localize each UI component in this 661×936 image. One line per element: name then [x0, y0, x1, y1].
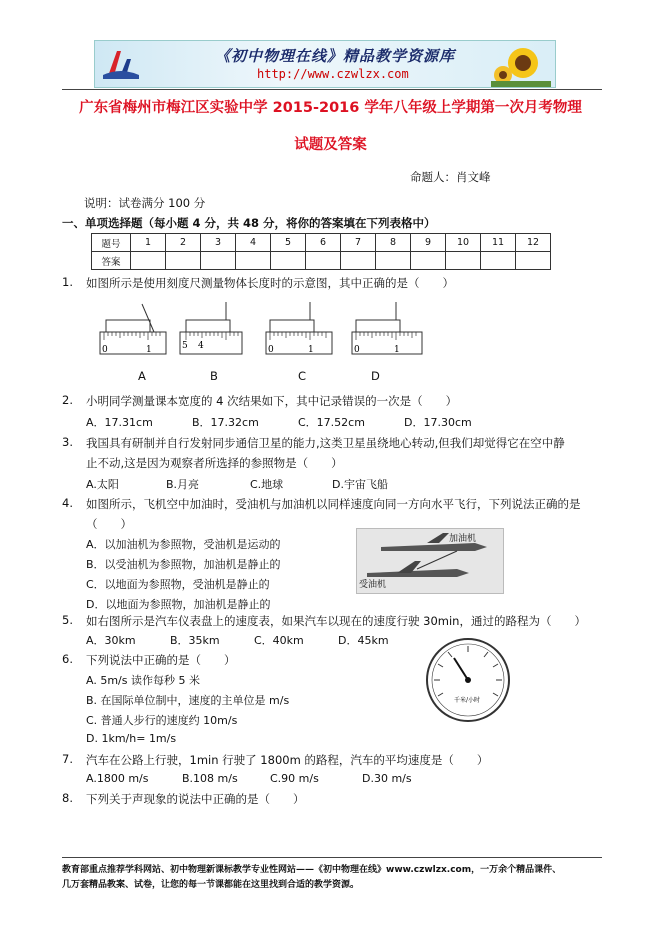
q6-option[interactable]: C. 普通人步行的速度约 10m/s: [86, 714, 238, 727]
q2-option[interactable]: A．17.31cm: [86, 416, 153, 429]
q5-option[interactable]: A．30km: [86, 634, 136, 647]
answer-cell[interactable]: [131, 252, 166, 270]
answer-cell[interactable]: [341, 252, 376, 270]
q5-text: 如右图所示是汽车仪表盘上的速度表，如果汽车以现在的速度行驶 30min，通过的路程为（ ）: [86, 614, 586, 628]
table-cell: 6: [306, 234, 341, 252]
q8-number: 8.: [62, 791, 73, 805]
footer-divider: [62, 857, 602, 858]
q6-option[interactable]: B. 在国际单位制中，速度的主单位是 m/s: [86, 694, 290, 707]
answer-cell[interactable]: [271, 252, 306, 270]
q3-number: 3.: [62, 435, 73, 449]
q5-number: 5.: [62, 613, 73, 627]
footer-line1: 教育部重点推荐学科网站、初中物理新课标教学专业性网站——《初中物理在线》www.czwlzx.com，一万余个精品课件、: [62, 865, 562, 875]
q3-text-cont: 止不动,这是因为观察者所选择的参照物是（ ）: [86, 456, 343, 470]
q6-option[interactable]: A. 5m/s 读作每秒 5 米: [86, 674, 200, 687]
q3-text: 我国具有研制并自行发射同步通信卫星的能力,这类卫星虽绕地心转动,但我们却觉得它在空中静: [86, 436, 565, 450]
ruler-label: 1: [394, 345, 400, 355]
table-cell: 3: [201, 234, 236, 252]
q1-number: 1.: [62, 275, 73, 289]
q4-text: 如图所示，飞机空中加油时，受油机与加油机以同样速度向同一方向水平飞行，下列说法正确的是: [86, 497, 581, 511]
q7-option[interactable]: B.108 m/s: [182, 772, 238, 785]
q4-text-cont: （ ）: [86, 517, 132, 531]
site-logo-icon: [101, 45, 141, 83]
table-cell: 7: [341, 234, 376, 252]
table-cell: 答案: [92, 252, 131, 270]
q7-option[interactable]: A.1800 m/s: [86, 772, 149, 785]
header-banner: [94, 40, 556, 88]
answer-table: [91, 233, 551, 270]
figure-label-d: D: [371, 369, 380, 383]
answer-cell[interactable]: [446, 252, 481, 270]
page-title: 广东省梅州市梅江区实验中学 2015-2016 学年八年级上学期第一次月考物理: [79, 100, 582, 116]
q7-option[interactable]: C.90 m/s: [270, 772, 319, 785]
ruler-a: [100, 304, 166, 355]
gauge-unit: 千米/小时: [454, 697, 481, 704]
q4-number: 4.: [62, 496, 73, 510]
sunflower-icon: [491, 41, 551, 87]
ruler-label: 1: [308, 345, 314, 355]
answer-cell[interactable]: [201, 252, 236, 270]
table-row: [92, 234, 551, 252]
banner-url[interactable]: http://www.czwlzx.com: [257, 67, 409, 81]
table-cell: 10: [446, 234, 481, 252]
ruler-d: [352, 302, 422, 355]
q7-option[interactable]: D.30 m/s: [362, 772, 412, 785]
ruler-label: 4: [198, 341, 204, 351]
receiver-label: 受油机: [359, 580, 387, 590]
q4-option[interactable]: C．以地面为参照物，受油机是静止的: [86, 578, 270, 591]
table-cell: 2: [166, 234, 201, 252]
answer-cell[interactable]: [166, 252, 201, 270]
q1-text: 如图所示是使用刻度尺测量物体长度时的示意图，其中正确的是（ ）: [86, 276, 454, 290]
table-cell: 5: [271, 234, 306, 252]
q4-option[interactable]: B．以受油机为参照物，加油机是静止的: [86, 558, 281, 571]
q6-option[interactable]: D. 1km/h= 1m/s: [86, 732, 177, 745]
tanker-label: 加油机: [449, 534, 477, 544]
answer-cell[interactable]: [411, 252, 446, 270]
answer-cell[interactable]: [516, 252, 551, 270]
q6-text: 下列说法中正确的是（ ）: [86, 653, 236, 667]
q2-option[interactable]: B．17.32cm: [192, 416, 259, 429]
q3-option[interactable]: B.月亮: [166, 478, 200, 491]
section-heading: 一、单项选择题（每小题 4 分，共 48 分，将你的答案填在下列表格中）: [62, 216, 436, 230]
figure-label-a: A: [138, 369, 146, 383]
q7-number: 7.: [62, 752, 73, 766]
ruler-b: [180, 302, 242, 354]
table-cell: 12: [516, 234, 551, 252]
ruler-figure: [98, 296, 438, 360]
footer-line2: 几万套精品教案、试卷，让您的每一节课都能在这里找到合适的教学资源。: [62, 880, 360, 890]
header-divider: [62, 89, 602, 90]
q6-number: 6.: [62, 652, 73, 666]
q2-text: 小明同学测量课本宽度的 4 次结果如下，其中记录错误的一次是（ ）: [86, 394, 458, 408]
table-cell: 9: [411, 234, 446, 252]
q2-option[interactable]: D．17.30cm: [404, 416, 472, 429]
ruler-c: [266, 302, 332, 355]
author-line: 命题人：肖文峰: [410, 170, 491, 184]
ruler-label: 0: [102, 345, 108, 355]
speedometer-gauge: [424, 636, 512, 724]
table-cell: 1: [131, 234, 166, 252]
table-cell: 4: [236, 234, 271, 252]
q7-text: 汽车在公路上行驶，1min 行驶了 1800m 的路程，汽车的平均速度是（ ）: [86, 753, 489, 767]
answer-cell[interactable]: [376, 252, 411, 270]
q4-option[interactable]: D．以地面为参照物，加油机是静止的: [86, 598, 271, 611]
ruler-label: 1: [146, 345, 152, 355]
answer-cell[interactable]: [481, 252, 516, 270]
figure-label-c: C: [298, 369, 307, 383]
page-title-line2: 试题及答案: [294, 137, 367, 153]
ruler-label: 5: [182, 341, 188, 351]
q8-text: 下列关于声现象的说法中正确的是（ ）: [86, 792, 305, 806]
q5-option[interactable]: B．35km: [170, 634, 220, 647]
score-note: 说明：试卷满分 100 分: [84, 196, 206, 210]
q2-number: 2.: [62, 393, 73, 407]
answer-cell[interactable]: [236, 252, 271, 270]
q5-option[interactable]: D．45km: [338, 634, 389, 647]
table-cell: 题号: [92, 234, 131, 252]
q2-option[interactable]: C．17.52cm: [298, 416, 365, 429]
table-row: [92, 252, 551, 270]
ruler-label: 0: [354, 345, 360, 355]
q3-option[interactable]: C.地球: [250, 478, 284, 491]
banner-title: 《初中物理在线》精品教学资源库: [215, 47, 456, 65]
ruler-label: 0: [268, 345, 274, 355]
q3-option[interactable]: D.宇宙飞船: [332, 478, 388, 491]
figure-label-b: B: [210, 369, 218, 383]
answer-cell[interactable]: [306, 252, 341, 270]
q4-option[interactable]: A．以加油机为参照物，受油机是运动的: [86, 538, 281, 551]
q5-option[interactable]: C．40km: [254, 634, 304, 647]
q3-option[interactable]: A.太阳: [86, 478, 119, 491]
refueling-photo: [356, 528, 504, 594]
table-cell: 11: [481, 234, 516, 252]
table-cell: 8: [376, 234, 411, 252]
